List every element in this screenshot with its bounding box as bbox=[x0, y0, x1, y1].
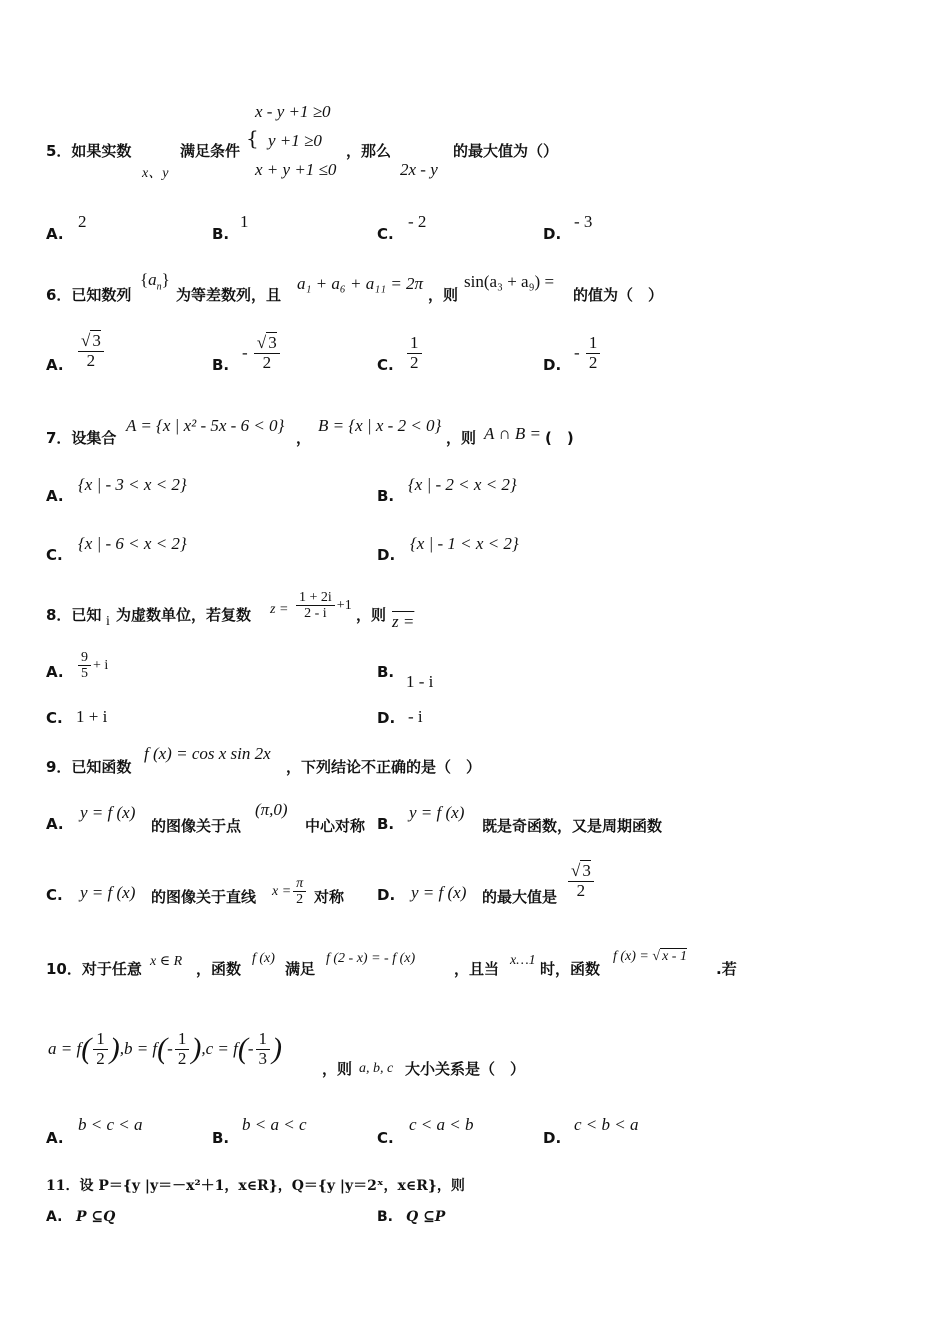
q10-optB-value: b < a < c bbox=[242, 1115, 307, 1134]
q10-text-2: 满足 bbox=[285, 960, 316, 978]
q11-optA-value: P ⊆Q bbox=[76, 1209, 116, 1225]
q7-expr: A ∩ B = bbox=[484, 424, 541, 443]
q9-optC-text-2: 对称 bbox=[314, 888, 345, 906]
q5-vars: x、y bbox=[142, 166, 169, 181]
q6-number: 6．已知数列 bbox=[46, 286, 132, 304]
q9-text-1: ，下列结论不正确的是（ ） bbox=[286, 758, 482, 776]
q7-optD-letter: D. bbox=[377, 546, 396, 564]
q5-cond-3: x + y +1 ≤0 bbox=[255, 160, 337, 179]
q8-text-1: 为虚数单位，若复数 bbox=[116, 606, 252, 624]
q7-optB-letter: B. bbox=[377, 487, 395, 505]
q9-optC-letter: C. bbox=[46, 886, 63, 904]
q6-seq: $\{a_n\}$ bbox=[140, 270, 170, 293]
q9-optD-text: 的最大值是 bbox=[482, 888, 558, 906]
q9-optB-text: 既是奇函数，又是周期函数 bbox=[482, 817, 663, 835]
q10-optA-value: b < c < a bbox=[78, 1115, 143, 1134]
q5-number: 5．如果实数 bbox=[46, 142, 132, 160]
q10-fdef: f (x) = √ x - 1 bbox=[613, 949, 687, 964]
q8-optD-value: - i bbox=[408, 707, 423, 726]
q6-optA-letter: A. bbox=[46, 356, 64, 374]
q7-optA-value: {x | - 3 < x < 2} bbox=[78, 475, 187, 494]
q9-optA-point: (π,0) bbox=[255, 800, 288, 819]
q11-optB-letter: B. bbox=[377, 1209, 393, 1225]
q8-fraction: $\frac{1 + 2i}{2 - i}$ +1 bbox=[294, 590, 352, 622]
q10-text-5: .若 bbox=[716, 960, 737, 978]
q9-optB-letter: B. bbox=[377, 815, 395, 833]
q5-cond-2: y +1 ≥0 bbox=[268, 131, 322, 150]
q11-optA-letter: A. bbox=[46, 1209, 63, 1225]
q11-line: 11．设 P＝{y |y＝－x²＋1，x∈R}，Q＝{y |y＝2ˣ，x∈R}，则 bbox=[46, 1178, 465, 1194]
q9-optD-value: $\frac{√ 3}{2}$ bbox=[566, 862, 596, 900]
q11-optB-value: Q ⊆P bbox=[406, 1209, 446, 1225]
q6-equation: a₁ + a₆ + a₁₁ = 2π bbox=[297, 274, 424, 293]
q7-comma: ， bbox=[296, 429, 312, 447]
q6-optC-value: $\frac{1}{2}$ bbox=[405, 334, 424, 372]
q8-text-2: ，则 bbox=[356, 606, 387, 624]
q10-text-4: 时，函数 bbox=[540, 960, 601, 978]
q9-optA-letter: A. bbox=[46, 815, 64, 833]
q7-optA-letter: A. bbox=[46, 487, 64, 505]
q7-setB: B = {x | x - 2 < 0} bbox=[318, 416, 442, 435]
q5-optD-letter: D. bbox=[543, 225, 562, 243]
q8-optB-value: 1 - i bbox=[406, 672, 434, 691]
q10-optD-value: c < b < a bbox=[574, 1115, 639, 1134]
q9-optC-eq: x = $\frac{\pi}{2}$ bbox=[272, 876, 308, 908]
q6-optB-letter: B. bbox=[212, 356, 230, 374]
q8-zbar: z = bbox=[392, 612, 415, 631]
q8-number: 8．已知 bbox=[46, 606, 102, 624]
q8-optA-value: $\frac{9}{5}$ + i bbox=[76, 650, 108, 682]
q8-optC-value: 1 + i bbox=[76, 707, 108, 726]
q5-text-1: 满足条件 bbox=[180, 142, 241, 160]
q5-brace: { bbox=[246, 126, 259, 150]
q6-text-1: 为等差数列，且 bbox=[176, 286, 282, 304]
q9-number: 9．已知函数 bbox=[46, 758, 132, 776]
q6-optB-value: - $\frac{√ 3}{2}$ bbox=[242, 334, 282, 372]
q10-optC-letter: C. bbox=[377, 1129, 394, 1147]
q5-expr: 2x - y bbox=[400, 160, 438, 179]
q10-fx: f (x) bbox=[252, 951, 275, 966]
q7-optB-value: {x | - 2 < x < 2} bbox=[408, 475, 517, 494]
q10-relation: f (2 - x) = - f (x) bbox=[326, 951, 416, 966]
q5-text-2: ，那么 bbox=[346, 142, 392, 160]
q5-optB-value: 1 bbox=[240, 212, 249, 231]
q10-optC-value: c < a < b bbox=[409, 1115, 474, 1134]
q5-optB-letter: B. bbox=[212, 225, 230, 243]
q5-optC-letter: C. bbox=[377, 225, 394, 243]
q10-text-7: 大小关系是（ ） bbox=[405, 1060, 526, 1078]
q6-optD-value: - $\frac{1}{2}$ bbox=[574, 334, 602, 372]
q6-text-2: ，则 bbox=[428, 286, 459, 304]
q5-optA-letter: A. bbox=[46, 225, 64, 243]
q9-optA-func: y = f (x) bbox=[80, 803, 136, 822]
q9-optA-text: 的图像关于点 bbox=[151, 817, 242, 835]
q6-optA-value: $\frac{√ 3}{2}$ bbox=[76, 332, 106, 370]
q7-optD-value: {x | - 1 < x < 2} bbox=[410, 534, 519, 553]
q8-i: i bbox=[106, 614, 110, 629]
q6-optD-letter: D. bbox=[543, 356, 562, 374]
q10-text-1: ，函数 bbox=[196, 960, 242, 978]
q10-optB-letter: B. bbox=[212, 1129, 230, 1147]
q9-optD-func: y = f (x) bbox=[411, 883, 467, 902]
q5-optC-value: - 2 bbox=[408, 212, 427, 231]
q10-number: 10．对于任意 bbox=[46, 960, 142, 978]
q7-setA: A = {x | x² - 5x - 6 < 0} bbox=[126, 416, 285, 435]
q9-function: f (x) = cos x sin 2x bbox=[144, 744, 271, 763]
q5-text-3: 的最大值为（） bbox=[453, 142, 559, 160]
q10-optA-letter: A. bbox=[46, 1129, 64, 1147]
q6-expr: sin(a₃ + a₉) = bbox=[464, 272, 555, 291]
q9-optC-text: 的图像关于直线 bbox=[151, 888, 257, 906]
q5-optD-value: - 3 bbox=[574, 212, 593, 231]
q10-text-6: ，则 bbox=[322, 1060, 353, 1078]
q9-optD-letter: D. bbox=[377, 886, 396, 904]
q8-optD-letter: D. bbox=[377, 709, 396, 727]
q7-number: 7．设集合 bbox=[46, 429, 117, 447]
q10-condition: x…1 bbox=[510, 953, 536, 968]
q10-abc-definition: a = f( $\frac{1}{2}$ ),b = f(- $\frac{1}{2}$ ),c = f(- $\frac{1}{3}$ ) bbox=[48, 1029, 282, 1068]
q7-optC-value: {x | - 6 < x < 2} bbox=[78, 534, 187, 553]
q10-text-3: ，且当 bbox=[454, 960, 500, 978]
q7-optC-letter: C. bbox=[46, 546, 63, 564]
q6-text-3: 的值为（ ） bbox=[573, 286, 664, 304]
q10-abc: a, b, c bbox=[359, 1061, 394, 1076]
q7-text-3: ( ) bbox=[545, 429, 574, 447]
q8-optA-letter: A. bbox=[46, 663, 64, 681]
q8-optB-letter: B. bbox=[377, 663, 395, 681]
q9-optC-func: y = f (x) bbox=[80, 883, 136, 902]
q10-optD-letter: D. bbox=[543, 1129, 562, 1147]
q9-optB-func: y = f (x) bbox=[409, 803, 465, 822]
q8-optC-letter: C. bbox=[46, 709, 63, 727]
q7-text-2: ，则 bbox=[446, 429, 477, 447]
q8-z: z = bbox=[270, 602, 289, 617]
q10-xr: x ∈ R bbox=[150, 954, 183, 969]
q9-optA-text-2: 中心对称 bbox=[305, 817, 366, 835]
q5-cond-1: x - y +1 ≥0 bbox=[255, 102, 331, 121]
q6-optC-letter: C. bbox=[377, 356, 394, 374]
q5-optA-value: 2 bbox=[78, 212, 87, 231]
